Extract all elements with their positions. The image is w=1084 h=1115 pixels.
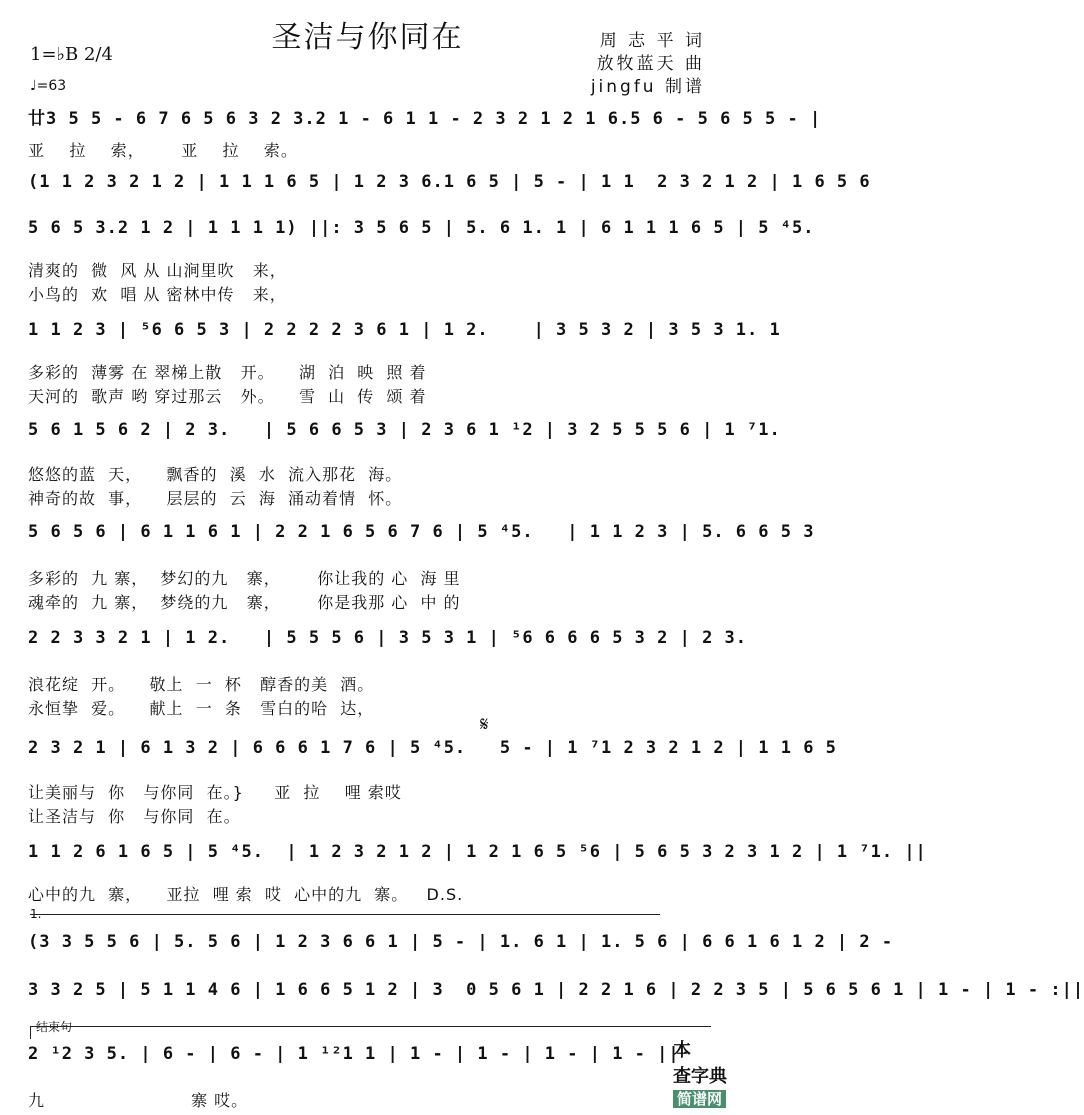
lyric-line: 清爽的 微 风 从 山涧里吹 来， [28, 261, 287, 280]
tempo-marking: ♩=63 [30, 78, 67, 94]
notation-line: 3 3 2 5 | 5 1 1 4 6 | 1 6 6 5 1 2 | 3 0 5 6 1 | 2 2 1 6 | 2 2 3 5 | 5 6 5 6 1 | 1 - | 1 - :|| [28, 980, 1084, 1000]
ending-label: 结束句 [36, 1020, 73, 1034]
composer-credit: 放牧蓝天 曲 [596, 54, 705, 74]
lyric-line: 浪花绽 开。 敬上 一 杯 醇香的美 酒。 [28, 675, 375, 694]
lyric-line: 悠悠的蓝 天， 飘香的 溪 水 流入那花 海。 [28, 465, 403, 484]
notation-line: (3 3 5 5 6 | 5. 5 6 | 1 2 3 6 6 1 | 5 - | 1. 6 1 | 1. 5 6 | 6 6 1 6 1 2 | 2 - [28, 932, 894, 952]
notation-line: 1 1 2 3 | ⁵6 6 5 3 | 2 2 2 2 3 6 1 | 1 2. | 3 5 3 2 | 3 5 3 1. 1 [28, 320, 781, 340]
site-watermark [660, 1015, 727, 1109]
lyric-line: 永恒挚 爱。 献上 一 条 雪白的哈 达， [28, 699, 375, 718]
watermark-tag: 简谱网 [673, 1090, 726, 1108]
page-title: 圣洁与你同在 [271, 20, 464, 55]
lyric-line: 小鸟的 欢 唱 从 密林中传 来， [28, 285, 287, 304]
watermark-site: 查字典 [673, 1066, 727, 1087]
lyric-line: 亚 拉 索， 亚 拉 索。 [28, 141, 298, 160]
ending-bracket [30, 1026, 711, 1039]
notation-line: 1 1 2 6 1 6 5 | 5 ⁴5. | 1 2 3 2 1 2 | 1 2 1 6 5 ⁵6 | 5 6 5 3 2 3 1 2 | 1 ⁷1. || [28, 842, 927, 862]
lyric-line: 让美丽与 你 与你同 在。} 亚 拉 哩 索哎 [28, 783, 402, 802]
lyric-line: 心中的九 寨， 亚拉 哩 索 哎 心中的九 寨。 D.S. [28, 885, 464, 904]
notation-line: 5 6 5 3.2 1 2 | 1 1 1 1) ||: 3 5 6 5 | 5. 6 1. 1 | 6 1 1 1 6 5 | 5 ⁴5. [28, 218, 815, 238]
lyric-line: 天河的 歌声 哟 穿过那云 外。 雪 山 传 颂 着 [28, 387, 427, 406]
notation-line: (1 1 2 3 2 1 2 | 1 1 1 6 5 | 1 2 3 6.1 6 5 | 5 - | 1 1 2 3 2 1 2 | 1 6 5 6 [28, 172, 871, 192]
notation-line: 2 2 3 3 2 1 | 1 2. | 5 5 5 6 | 3 5 3 1 | ⁵6 6 6 6 5 3 2 | 2 3. [28, 628, 748, 648]
lyricist-credit: 周 志 平 词 [599, 31, 705, 51]
notation-line: 2 ¹2 3 5. | 6 - | 6 - | 1 ¹²1 1 | 1 - | 1 - | 1 - | 1 - || [28, 1044, 680, 1064]
arranger-credit: jingfu 制谱 [590, 77, 705, 97]
lyric-line: 多彩的 九 寨， 梦幻的九 寨， 你让我的 心 海 里 [28, 569, 461, 588]
notation-line: 廿3 5 5 - 6 7 6 5 6 3 2 3.2 1 - 6 1 1 - 2 3 2 1 2 1 6.5 6 - 5 6 5 5 - | [28, 109, 822, 129]
lyric-line: 魂牵的 九 寨， 梦绕的九 寨， 你是我那 心 中 的 [28, 593, 461, 612]
lyric-line: 多彩的 薄雾 在 翠梯上散 开。 湖 泊 映 照 着 [28, 363, 427, 382]
lyric-line: 让圣洁与 你 与你同 在。 [28, 807, 241, 826]
first-ending-mark: 1. [30, 907, 42, 921]
notation-line: 5 6 1 5 6 2 | 2 3. | 5 6 6 5 3 | 2 3 6 1 ¹2 | 3 2 5 5 5 6 | 1 ⁷1. [28, 420, 781, 440]
first-ending-line [30, 914, 660, 915]
lyric-line: 九 寨 哎。 [28, 1091, 249, 1110]
segno-mark: 𝄋 [480, 712, 489, 736]
lyric-line: 神奇的故 事， 层层的 云 海 涌动着情 怀。 [28, 489, 403, 508]
key-signature: 1=♭B 2/4 [30, 44, 113, 65]
notation-line: 2 3 2 1 | 6 1 3 2 | 6 6 6 1 7 6 | 5 ⁴5. 5 - | 1 ⁷1 2 3 2 1 2 | 1 1 6 5 [28, 738, 837, 758]
watermark-prefix: 本 [673, 1040, 691, 1061]
notation-line: 5 6 5 6 | 6 1 1 6 1 | 2 2 1 6 5 6 7 6 | 5 ⁴5. | 1 1 2 3 | 5. 6 6 5 3 [28, 522, 815, 542]
